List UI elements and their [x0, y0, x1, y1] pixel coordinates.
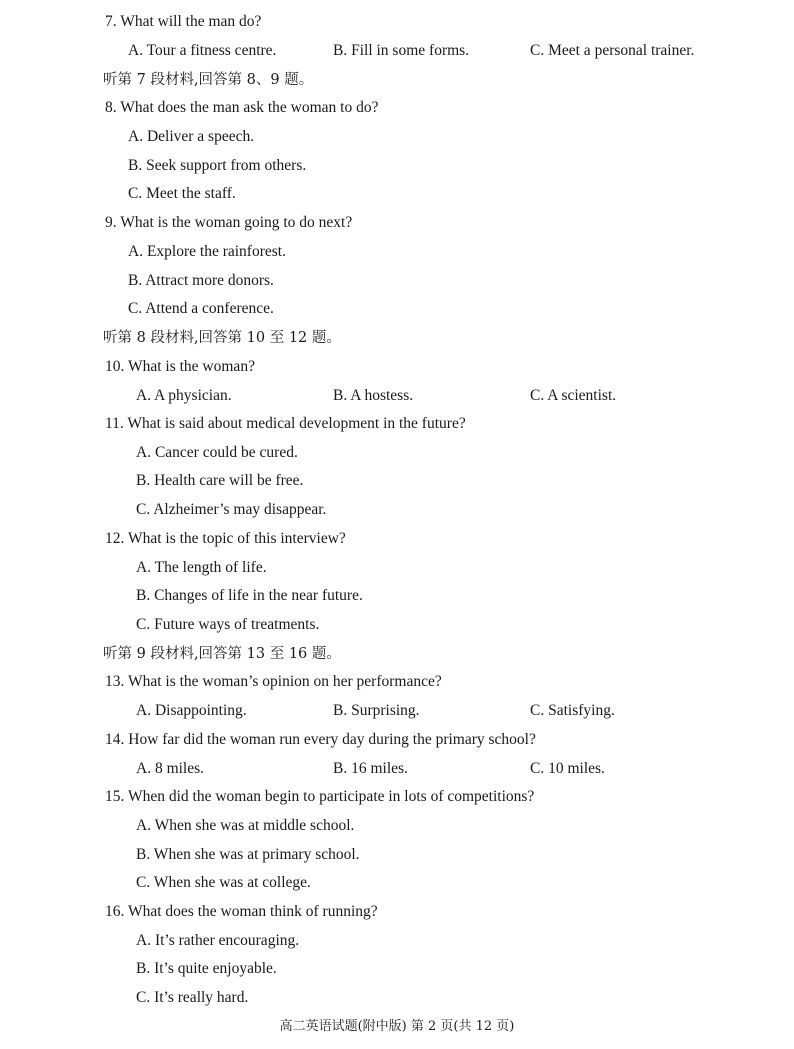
option-12c: C. Future ways of treatments. [136, 616, 320, 633]
question-14-options [136, 759, 736, 779]
question-13: 13. What is the woman’s opinion on her performance? [105, 673, 442, 690]
question-10: 10. What is the woman? [105, 358, 255, 375]
question-7-options [128, 41, 748, 61]
option-10a: A. A physician. [136, 387, 232, 404]
option-12a: A. The length of life. [136, 559, 267, 576]
option-16b: B. It’s quite enjoyable. [136, 960, 277, 977]
page-footer: 高二英语试题(附中版) 第 2 页(共 12 页) [279, 1019, 515, 1034]
option-10c: C. A scientist. [530, 387, 617, 404]
option-7b: B. Fill in some forms. [333, 42, 470, 59]
question-14: 14. How far did the woman run every day during the primary school? [105, 731, 536, 748]
question-12: 12. What is the topic of this interview? [105, 530, 346, 547]
option-13a: A. Disappointing. [136, 702, 247, 719]
option-14c: C. 10 miles. [530, 760, 605, 777]
question-11: 11. What is said about medical development in the future? [105, 415, 466, 432]
option-12b: B. Changes of life in the near future. [136, 587, 363, 604]
question-8: 8. What does the man ask the woman to do? [105, 99, 379, 116]
section-header-9: 听第 9 段材料,回答第 13 至 16 题。 [103, 646, 341, 662]
option-11a: A. Cancer could be cured. [136, 444, 298, 461]
question-13-options [136, 701, 736, 721]
option-14b: B. 16 miles. [333, 760, 408, 777]
option-9c: C. Attend a conference. [128, 300, 274, 317]
option-14a: A. 8 miles. [136, 760, 205, 777]
question-9: 9. What is the woman going to do next? [105, 214, 353, 231]
option-15b: B. When she was at primary school. [136, 846, 360, 863]
option-13b: B. Surprising. [333, 702, 420, 719]
option-15a: A. When she was at middle school. [136, 817, 355, 834]
option-8a: A. Deliver a speech. [128, 128, 255, 145]
option-9b: B. Attract more donors. [128, 272, 274, 289]
question-15: 15. When did the woman begin to participate in lots of competitions? [105, 788, 535, 805]
question-16: 16. What does the woman think of running? [105, 903, 378, 920]
option-13c: C. Satisfying. [530, 702, 615, 719]
option-9a: A. Explore the rainforest. [128, 243, 286, 260]
option-7c: C. Meet a personal trainer. [530, 42, 695, 59]
option-10b: B. A hostess. [333, 387, 414, 404]
section-header-7: 听第 7 段材料,回答第 8、9 题。 [103, 72, 314, 88]
option-11b: B. Health care will be free. [136, 472, 304, 489]
option-11c: C. Alzheimer’s may disappear. [136, 501, 327, 518]
option-16c: C. It’s really hard. [136, 989, 249, 1006]
option-15c: C. When she was at college. [136, 874, 311, 891]
option-8c: C. Meet the staff. [128, 185, 236, 202]
option-8b: B. Seek support from others. [128, 157, 307, 174]
option-7a: A. Tour a fitness centre. [128, 42, 277, 59]
question-7: 7. What will the man do? [105, 13, 262, 30]
question-10-options [136, 386, 736, 406]
section-header-8: 听第 8 段材料,回答第 10 至 12 题。 [103, 330, 341, 346]
option-16a: A. It’s rather encouraging. [136, 932, 300, 949]
